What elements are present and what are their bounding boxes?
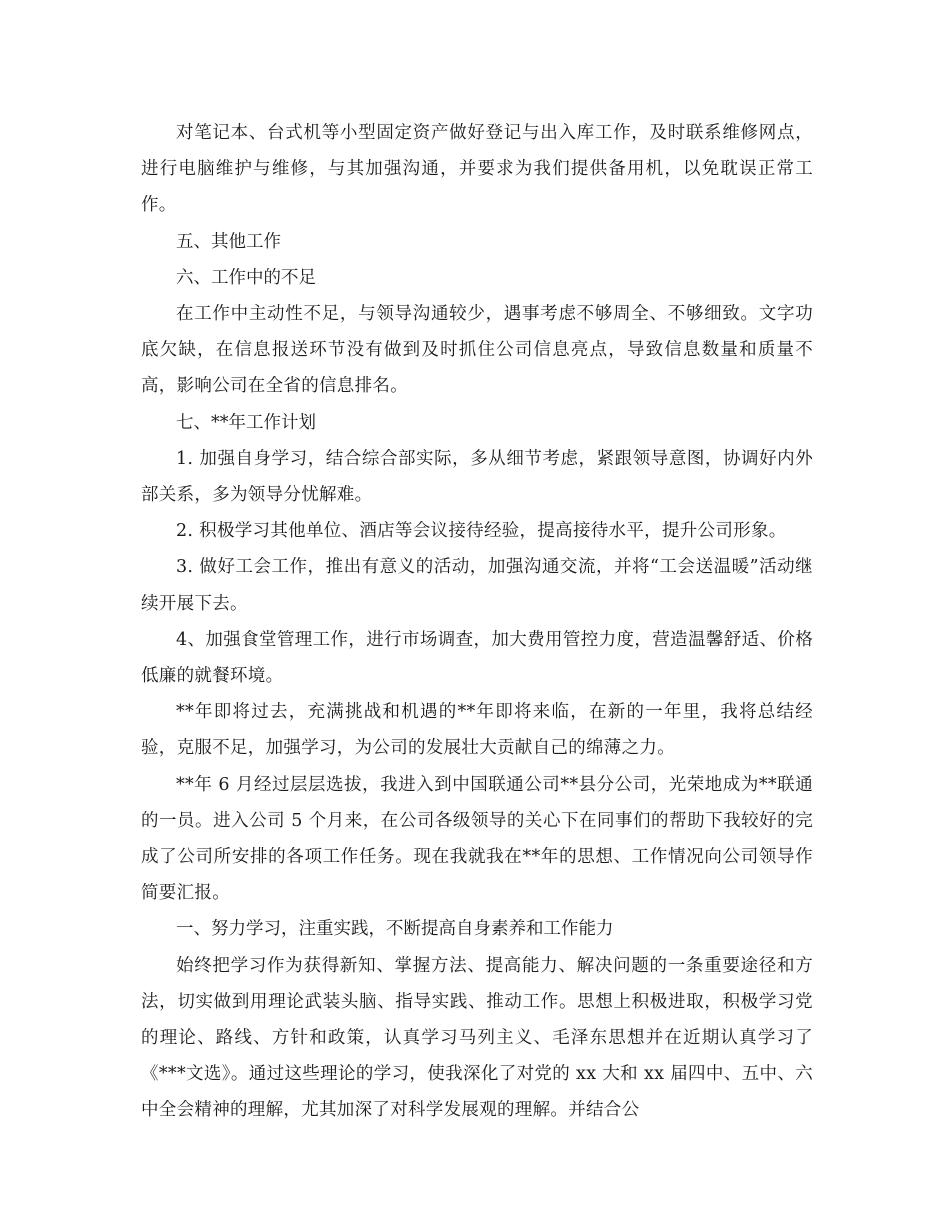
paragraph-intro-report: **年 6 月经过层层选拔，我进入到中国联通公司**县分公司，光荣地成为**联通的一员。进入公司 5 个月来，在公司各级领导的关心下在同事们的帮助下我较好的完成了公司所安排的各项工作任务。现在我就我在**年的思想、工作情况向公司领导作简要汇报。 [141,774,813,904]
heading-other-work: 五、其他工作 [176,231,281,252]
heading-work-plan: 七、**年工作计划 [176,412,316,433]
paragraph-closing: **年即将过去，充满挑战和机遇的**年即将来临，在新的一年里，我将总结经验，克服不足，加强学习，为公司的发展壮大贡献自己的绵薄之力。 [141,702,813,759]
paragraph-shortcomings: 在工作中主动性不足，与领导沟通较少，遇事考虑不够周全、不够细致。文字功底欠缺，在信息报送环节没有做到及时抓住公司信息亮点，导致信息数量和质量不高，影响公司在全省的信息排名。 [141,304,813,397]
plan-item-1: 1. 加强自身学习，结合综合部实际，多从细节考虑，紧跟领导意图，协调好内外部关系，多为领导分忧解难。 [141,448,813,506]
document-body [141,115,813,1129]
heading-shortcomings: 六、工作中的不足 [176,267,316,288]
plan-item-4: 4、加强食堂管理工作，进行市场调查，加大费用管控力度，营造温馨舒适、价格低廉的就餐环境。 [141,629,813,687]
paragraph-study-practice: 始终把学习作为获得新知、掌握方法、提高能力、解决问题的一条重要途径和方法，切实做到用理论武装头脑、指导实践、推动工作。思想上积极进取，积极学习党的理论、路线、方针和政策，认真学习马列主义、毛泽东思想并在近期认真学习了《***文选》。通过这些理论的学习，使我深化了对党的 xx 大和 xx 届四中、五中、六中全会精神的理解，尤其加深了对科学发展观的理解。并结合公 [141,955,813,1121]
plan-item-2: 2. 积极学习其他单位、酒店等会议接待经验，提高接待水平，提升公司形象。 [176,521,787,542]
paragraph-asset-management: 对笔记本、台式机等小型固定资产做好登记与出入库工作，及时联系维修网点，进行电脑维护与维修，与其加强沟通，并要求为我们提供备用机，以免耽误正常工作。 [141,123,813,216]
heading-study-practice: 一、努力学习，注重实践，不断提高自身素养和工作能力 [176,919,614,940]
plan-item-3: 3. 做好工会工作，推出有意义的活动，加强沟通交流，并将“工会送温暖”活动继续开展下去。 [141,557,813,614]
